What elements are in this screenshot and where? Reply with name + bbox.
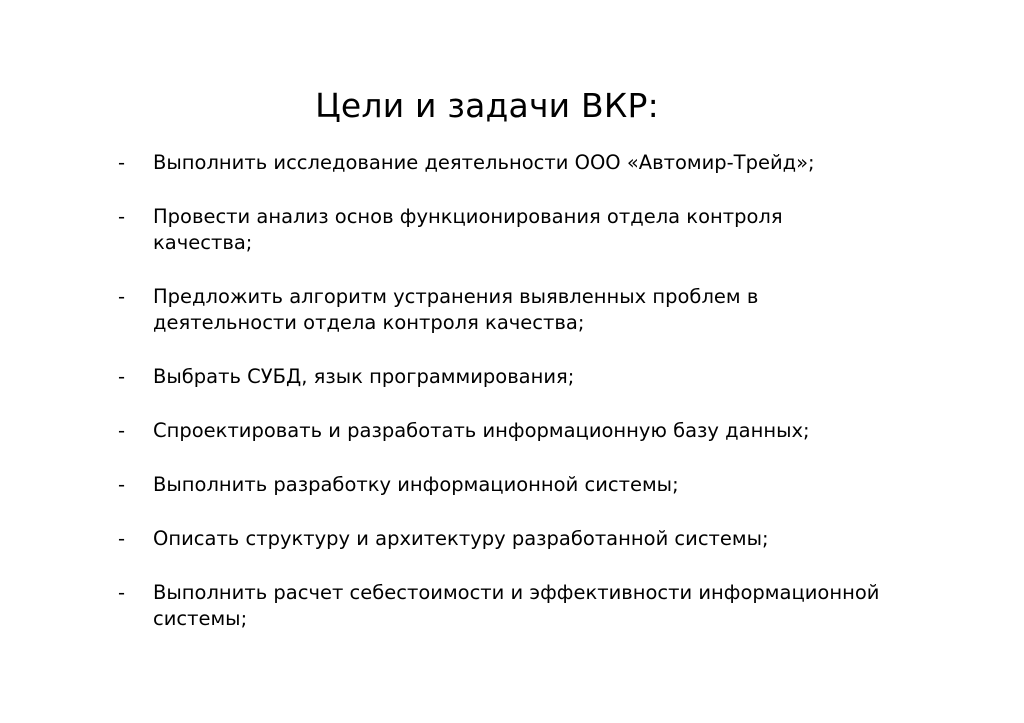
- bullet-dash: -: [118, 419, 126, 442]
- goal-item-3: [118, 284, 998, 336]
- goal-text: Выполнить исследование деятельности ООО «Автомир-Трейд»;: [153, 151, 815, 174]
- goal-text: Выполнить разработку информационной системы;: [153, 473, 679, 496]
- goal-item-1: [118, 150, 998, 176]
- goal-text: Провести анализ основ функционирования отдела контроля качества;: [153, 205, 783, 254]
- bullet-dash: -: [118, 365, 126, 388]
- bullet-dash: -: [118, 581, 126, 604]
- bullet-dash: -: [118, 151, 126, 174]
- bullet-dash: -: [118, 205, 126, 228]
- goal-text: Описать структуру и архитектуру разработанной системы;: [153, 527, 769, 550]
- bullet-dash: -: [118, 285, 126, 308]
- goals-list: [118, 150, 998, 660]
- slide-title: Цели и задачи ВКР:: [315, 86, 659, 126]
- goal-text: Выбрать СУБД, язык программирования;: [153, 365, 575, 388]
- goal-item-5: [118, 418, 998, 444]
- goal-item-4: [118, 364, 998, 390]
- goal-text: Спроектировать и разработать информационную базу данных;: [153, 419, 810, 442]
- goal-item-6: [118, 472, 998, 498]
- goal-item-8: [118, 580, 998, 632]
- bullet-dash: -: [118, 473, 126, 496]
- goal-text: Предложить алгоритм устранения выявленных проблем в деятельности отдела контроля качества;: [153, 285, 759, 334]
- goal-text: Выполнить расчет себестоимости и эффективности информационной системы;: [153, 581, 880, 630]
- bullet-dash: -: [118, 527, 126, 550]
- goal-item-2: [118, 204, 998, 256]
- goal-item-7: [118, 526, 998, 552]
